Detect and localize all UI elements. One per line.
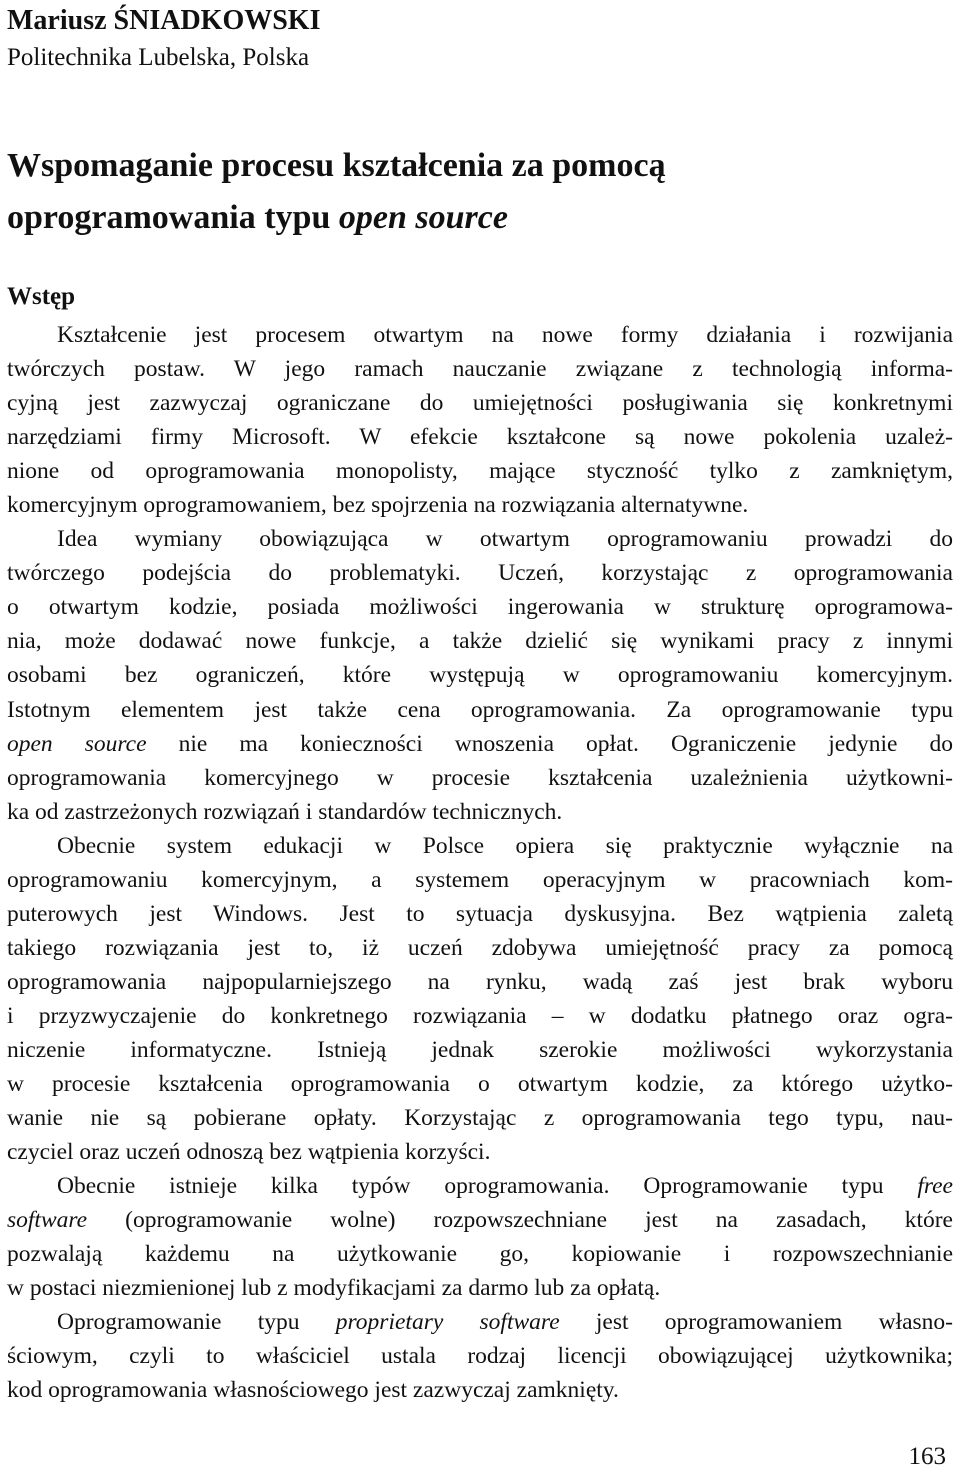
text-line: cyjną jest zazwyczaj ograniczane do umiejętności posługiwania się konkretnymi xyxy=(7,390,953,417)
text-line: w procesie kształcenia oprogramowania o otwartym kodzie, za którego użytko- xyxy=(7,1071,953,1098)
page-number: 163 xyxy=(908,1443,946,1470)
author-affiliation: Politechnika Lubelska, Polska xyxy=(7,44,310,71)
text-line: wanie nie są pobierane opłaty. Korzystając z oprogramowania tego typu, nau- xyxy=(7,1105,953,1132)
paragraph-3 xyxy=(7,829,953,1169)
text-run: jest oprogramowaniem własno- xyxy=(559,1309,953,1336)
text-line: kod oprogramowania własnościowego jest zazwyczaj zamknięty. xyxy=(7,1377,619,1404)
italic-term: software xyxy=(7,1207,88,1234)
text-line: Kształcenie jest procesem otwartym na nowe formy działania i rozwijania xyxy=(57,322,953,348)
title-line-2 xyxy=(7,192,666,244)
text-line xyxy=(7,1203,953,1237)
text-line: osobami bez ograniczeń, które występują w oprogramowaniu komercyjnym. xyxy=(7,662,953,689)
text-line: twórczych postaw. W jego ramach nauczanie związane z technologią informa- xyxy=(7,356,953,383)
paragraph-2 xyxy=(7,522,953,828)
text-line: nione od oprogramowania monopolisty, mające styczność tylko z zamkniętym, xyxy=(7,458,953,485)
text-line: oprogramowania najpopularniejszego na rynku, wadą zaś jest brak wyboru xyxy=(7,968,953,995)
title-line-2-text: oprogramowania typu xyxy=(7,199,339,236)
paragraph-1 xyxy=(7,318,953,522)
text-run: Obecnie istnieje kilka typów oprogramowania. Oprogramowanie typu xyxy=(57,1173,918,1200)
paragraph-5 xyxy=(7,1305,953,1407)
text-line xyxy=(7,727,953,761)
text-line: narzędziami firmy Microsoft. W efekcie kształcone są nowe pokolenia uzależ- xyxy=(7,424,953,451)
text-line: w postaci niezmienionej lub z modyfikacjami za darmo lub za opłatą. xyxy=(7,1275,661,1302)
author-name: Mariusz ŚNIADKOWSKI xyxy=(7,5,321,36)
text-line: oprogramowaniu komercyjnym, a systemem operacyjnym w pracowniach kom- xyxy=(7,866,953,893)
text-line: Obecnie system edukacji w Polsce opiera się praktycznie wyłącznie na xyxy=(57,832,953,859)
text-line: o otwartym kodzie, posiada możliwości ingerowania w strukturę oprogramowa- xyxy=(7,594,953,621)
text-line: pozwalają każdemu na użytkowanie go, kopiowanie i rozpowszechnianie xyxy=(7,1241,953,1268)
text-line: Idea wymiany obowiązująca w otwartym oprogramowaniu prowadzi do xyxy=(57,526,953,553)
text-line: ściowym, czyli to właściciel ustala rodzaj licencji obowiązującej użytkownika; xyxy=(7,1343,953,1370)
text-line: ka od zastrzeżonych rozwiązań i standardów technicznych. xyxy=(7,798,563,825)
body-text xyxy=(7,318,953,1408)
text-run: Oprogramowanie typu xyxy=(57,1309,336,1336)
italic-term: open source xyxy=(7,730,147,757)
title-line-2-italic: open source xyxy=(338,199,508,236)
text-run: nie ma konieczności wnoszenia opłat. Ograniczenie jedynie do xyxy=(146,730,953,757)
text-line: puterowych jest Windows. Jest to sytuacja dyskusyjna. Bez wątpienia zaletą xyxy=(7,900,953,927)
text-run: (oprogramowanie wolne) rozpowszechniane jest na zasadach, które xyxy=(87,1207,953,1234)
text-line: niczenie informatyczne. Istnieją jednak szerokie możliwości wykorzystania xyxy=(7,1036,953,1063)
text-line: nia, może dodawać nowe funkcje, a także dzielić się wynikami pracy z innymi xyxy=(7,628,953,655)
text-line: twórczego podejścia do problematyki. Uczeń, korzystając z oprogramowania xyxy=(7,560,953,587)
text-line: oprogramowania komercyjnego w procesie kształcenia uzależnienia użytkowni- xyxy=(7,764,953,791)
text-line: Istotnym elementem jest także cena oprogramowania. Za oprogramowanie typu xyxy=(7,696,953,723)
italic-term: free xyxy=(917,1173,953,1200)
section-heading: Wstęp xyxy=(7,283,76,310)
text-line xyxy=(7,1169,953,1203)
text-line: takiego rozwiązania jest to, iż uczeń zdobywa umiejętność pracy za pomocą xyxy=(7,934,953,961)
italic-term: proprietary software xyxy=(335,1309,560,1336)
article-title xyxy=(7,140,666,244)
text-line: czyciel oraz uczeń odnoszą bez wątpienia korzyści. xyxy=(7,1139,491,1166)
text-line: i przyzwyczajenie do konkretnego rozwiązania – w dodatku płatnego oraz ogra- xyxy=(7,1002,953,1029)
title-line-1: Wspomaganie procesu kształcenia za pomocą xyxy=(7,147,666,184)
text-line: komercyjnym oprogramowaniem, bez spojrzenia na rozwiązania alternatywne. xyxy=(7,492,749,519)
text-line xyxy=(7,1305,953,1339)
paragraph-4 xyxy=(7,1169,953,1305)
